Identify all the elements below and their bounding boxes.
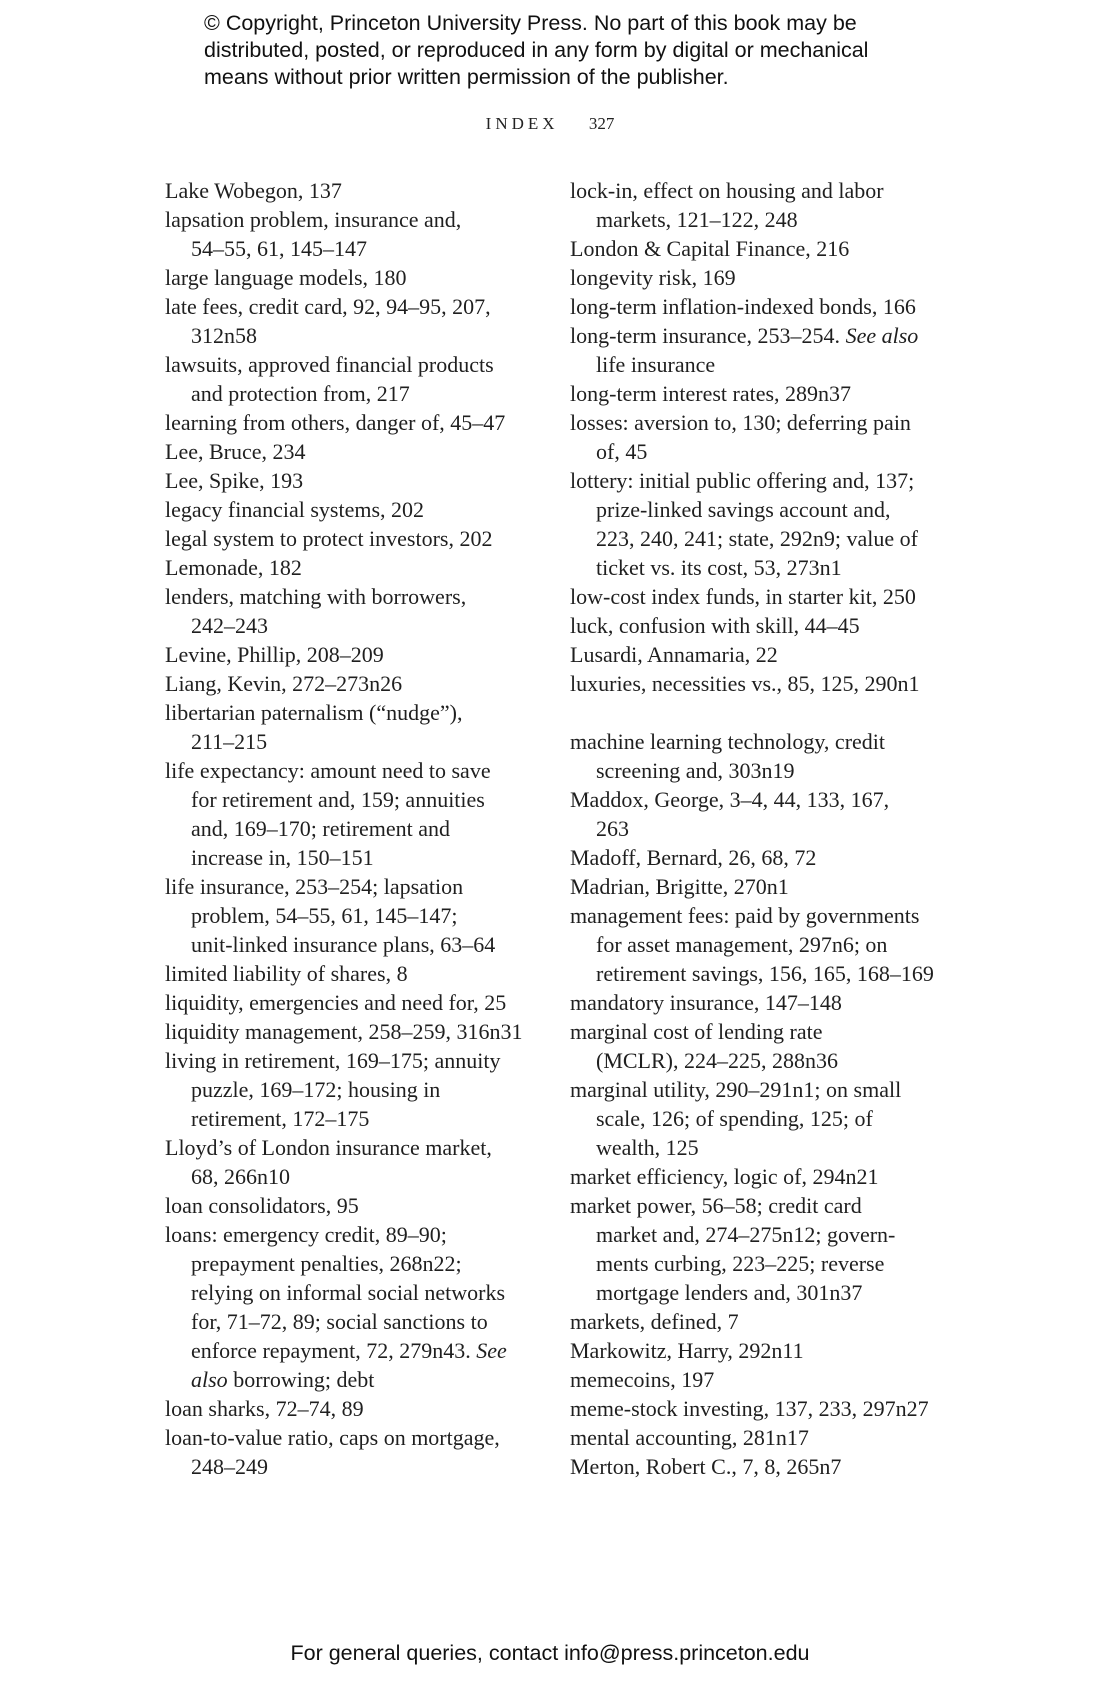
- entry-line: libertarian paternalism (“nudge”),: [165, 700, 463, 725]
- entry-line: large language models, 180: [165, 265, 407, 290]
- index-entry: [570, 1394, 960, 1423]
- entry-line: retirement savings, 156, 165, 168–169: [596, 961, 934, 986]
- entry-line: memecoins, 197: [570, 1367, 715, 1392]
- index-entry: [570, 785, 960, 843]
- index-entry: [165, 582, 560, 640]
- entry-line: Lemonade, 182: [165, 555, 302, 580]
- index-entry: [165, 292, 560, 350]
- entry-line: liquidity, emergencies and need for, 25: [165, 990, 507, 1015]
- index-entry: [570, 1307, 960, 1336]
- running-head-title: INDEX: [485, 114, 559, 133]
- entry-line: lawsuits, approved financial products: [165, 352, 494, 377]
- index-entry: [570, 1336, 960, 1365]
- entry-line: Liang, Kevin, 272–273n26: [165, 671, 403, 696]
- entry-line: prepayment penalties, 268n22;: [191, 1251, 462, 1276]
- index-entry: [165, 872, 560, 959]
- copyright-notice: [204, 10, 924, 91]
- index-entry: [570, 263, 960, 292]
- index-entry: [165, 553, 560, 582]
- index-entry: [570, 901, 960, 988]
- entry-line: scale, 126; of spending, 125; of: [596, 1106, 873, 1131]
- index-entry: [570, 669, 960, 698]
- entry-line: Lee, Bruce, 234: [165, 439, 306, 464]
- entry-line: legal system to protect investors, 202: [165, 526, 493, 551]
- index-entry: [570, 988, 960, 1017]
- entry-line: Lee, Spike, 193: [165, 468, 304, 493]
- index-entry: [165, 466, 560, 495]
- entry-line: mental accounting, 281n17: [570, 1425, 809, 1450]
- entry-line: for asset management, 297n6; on: [596, 932, 888, 957]
- entry-line: mortgage lenders and, 301n37: [596, 1280, 863, 1305]
- entry-line: for retirement and, 159; annuities: [191, 787, 485, 812]
- entry-line: of, 45: [596, 439, 648, 464]
- entry-line: retirement, 172–175: [191, 1106, 370, 1131]
- copyright-line: © Copyright, Princeton University Press. No part of this book may be: [204, 11, 857, 35]
- entry-line: late fees, credit card, 92, 94–95, 207,: [165, 294, 491, 319]
- index-entry: [570, 640, 960, 669]
- entry-line: markets, defined, 7: [570, 1309, 739, 1334]
- entry-line: Madoff, Bernard, 26, 68, 72: [570, 845, 817, 870]
- entry-line: loan sharks, 72–74, 89: [165, 1396, 364, 1421]
- index-entry: [570, 408, 960, 466]
- entry-line: meme-stock investing, 137, 233, 297n27: [570, 1396, 929, 1421]
- entry-line: markets, 121–122, 248: [596, 207, 798, 232]
- entry-line: and protection from, 217: [191, 381, 410, 406]
- index-entry: [570, 1191, 960, 1307]
- index-entry: [165, 1423, 560, 1481]
- entry-line: 54–55, 61, 145–147: [191, 236, 367, 261]
- index-entry: [165, 524, 560, 553]
- index-entry: [165, 1394, 560, 1423]
- entry-line: low-cost index funds, in starter kit, 250: [570, 584, 916, 609]
- entry-line: Merton, Robert C., 7, 8, 265n7: [570, 1454, 842, 1479]
- entry-line: 242–243: [191, 613, 268, 638]
- entry-line: Madrian, Brigitte, 270n1: [570, 874, 789, 899]
- entry-line: relying on informal social networks: [191, 1280, 506, 1305]
- index-entry: [570, 292, 960, 321]
- entry-line: luck, confusion with skill, 44–45: [570, 613, 860, 638]
- entry-line: Lake Wobegon, 137: [165, 178, 342, 203]
- index-entry: [165, 263, 560, 292]
- entry-line: Lloyd’s of London insurance market,: [165, 1135, 492, 1160]
- entry-line: puzzle, 169–172; housing in: [191, 1077, 441, 1102]
- entry-line: market power, 56–58; credit card: [570, 1193, 862, 1218]
- index-entry: [570, 379, 960, 408]
- index-entry: [570, 1365, 960, 1394]
- entry-line: lenders, matching with borrowers,: [165, 584, 467, 609]
- copyright-line: means without prior written permission of the publisher.: [204, 65, 729, 89]
- entry-line: London & Capital Finance, 216: [570, 236, 850, 261]
- index-entry: [570, 1162, 960, 1191]
- entry-line: ments curbing, 223–225; reverse: [596, 1251, 885, 1276]
- index-entry: [570, 1017, 960, 1075]
- entry-line: 223, 240, 241; state, 292n9; value of: [596, 526, 919, 551]
- entry-line: enforce repayment, 72, 279n43. See: [191, 1338, 507, 1363]
- index-entry: [165, 1220, 560, 1394]
- entry-line: management fees: paid by governments: [570, 903, 920, 928]
- entry-line: also borrowing; debt: [191, 1367, 375, 1392]
- entry-line: luxuries, necessities vs., 85, 125, 290n1: [570, 671, 920, 696]
- index-entry: [570, 234, 960, 263]
- index-entry: [165, 1133, 560, 1191]
- entry-line: problem, 54–55, 61, 145–147;: [191, 903, 458, 928]
- entry-line: loans: emergency credit, 89–90;: [165, 1222, 447, 1247]
- copyright-line: distributed, posted, or reproduced in any form by digital or mechanical: [204, 38, 869, 62]
- entry-line: Maddox, George, 3–4, 44, 133, 167,: [570, 787, 890, 812]
- entry-line: 248–249: [191, 1454, 268, 1479]
- entry-line: limited liability of shares, 8: [165, 961, 408, 986]
- entry-line: long-term interest rates, 289n37: [570, 381, 852, 406]
- index-entry: [570, 872, 960, 901]
- entry-line: screening and, 303n19: [596, 758, 795, 783]
- index-entry: [165, 988, 560, 1017]
- entry-line: and, 169–170; retirement and: [191, 816, 451, 841]
- index-entry: [570, 466, 960, 582]
- index-entry: [165, 756, 560, 872]
- entry-line: life insurance: [596, 352, 716, 377]
- entry-line: 211–215: [191, 729, 268, 754]
- index-entry: [165, 698, 560, 756]
- entry-line: life expectancy: amount need to save: [165, 758, 491, 783]
- entry-line: market and, 274–275n12; govern-: [596, 1222, 896, 1247]
- entry-line: ticket vs. its cost, 53, 273n1: [596, 555, 842, 580]
- entry-line: longevity risk, 169: [570, 265, 736, 290]
- entry-line: marginal utility, 290–291n1; on small: [570, 1077, 902, 1102]
- entry-line: prize-linked savings account and,: [596, 497, 891, 522]
- index-entry: [165, 205, 560, 263]
- index-entry: [570, 1423, 960, 1452]
- index-entry: [570, 1452, 960, 1481]
- entry-line: 263: [596, 816, 629, 841]
- index-entry: [165, 437, 560, 466]
- index-entry: [570, 611, 960, 640]
- entry-line: loan consolidators, 95: [165, 1193, 359, 1218]
- index-entry: [165, 408, 560, 437]
- index-entry: [165, 350, 560, 408]
- entry-line: for, 71–72, 89; social sanctions to: [191, 1309, 488, 1334]
- entry-line: market efficiency, logic of, 294n21: [570, 1164, 879, 1189]
- entry-line: lock-in, effect on housing and labor: [570, 178, 884, 203]
- index-entry: [165, 669, 560, 698]
- index-entry: [165, 176, 560, 205]
- running-head: [0, 114, 1100, 134]
- entry-line: learning from others, danger of, 45–47: [165, 410, 506, 435]
- index-entry: [165, 1191, 560, 1220]
- entry-line: wealth, 125: [596, 1135, 699, 1160]
- entry-line: marginal cost of lending rate: [570, 1019, 823, 1044]
- entry-line: living in retirement, 169–175; annuity: [165, 1048, 501, 1073]
- entry-line: lapsation problem, insurance and,: [165, 207, 462, 232]
- index-entry: [165, 1017, 560, 1046]
- index-column-left: [165, 176, 560, 1481]
- page-number: 327: [588, 114, 615, 133]
- entry-line: machine learning technology, credit: [570, 729, 886, 754]
- entry-line: lottery: initial public offering and, 137;: [570, 468, 915, 493]
- index-entry: [570, 582, 960, 611]
- index-entry: [570, 1075, 960, 1162]
- index-column-right: [570, 176, 960, 1481]
- entry-line: losses: aversion to, 130; deferring pain: [570, 410, 911, 435]
- index-entry: [570, 727, 960, 785]
- index-entry: [570, 176, 960, 234]
- entry-line: mandatory insurance, 147–148: [570, 990, 842, 1015]
- entry-line: long-term insurance, 253–254. See also: [570, 323, 919, 348]
- entry-line: increase in, 150–151: [191, 845, 374, 870]
- entry-line: life insurance, 253–254; lapsation: [165, 874, 464, 899]
- footer-contact: For general queries, contact info@press.princeton.edu: [290, 1641, 810, 1665]
- entry-line: Markowitz, Harry, 292n11: [570, 1338, 804, 1363]
- entry-line: (MCLR), 224–225, 288n36: [596, 1048, 838, 1073]
- entry-line: liquidity management, 258–259, 316n31: [165, 1019, 523, 1044]
- entry-line: 68, 266n10: [191, 1164, 290, 1189]
- index-entry: [165, 640, 560, 669]
- entry-line: legacy financial systems, 202: [165, 497, 425, 522]
- entry-line: 312n58: [191, 323, 257, 348]
- index-entry: [165, 495, 560, 524]
- index-entry: [165, 1046, 560, 1133]
- entry-line: loan-to-value ratio, caps on mortgage,: [165, 1425, 500, 1450]
- entry-line: Levine, Phillip, 208–209: [165, 642, 384, 667]
- index-entry: [570, 321, 960, 379]
- entry-line: long-term inflation-indexed bonds, 166: [570, 294, 916, 319]
- entry-line: Lusardi, Annamaria, 22: [570, 642, 778, 667]
- index-entry: [570, 843, 960, 872]
- index-entry: [165, 959, 560, 988]
- entry-line: unit-linked insurance plans, 63–64: [191, 932, 496, 957]
